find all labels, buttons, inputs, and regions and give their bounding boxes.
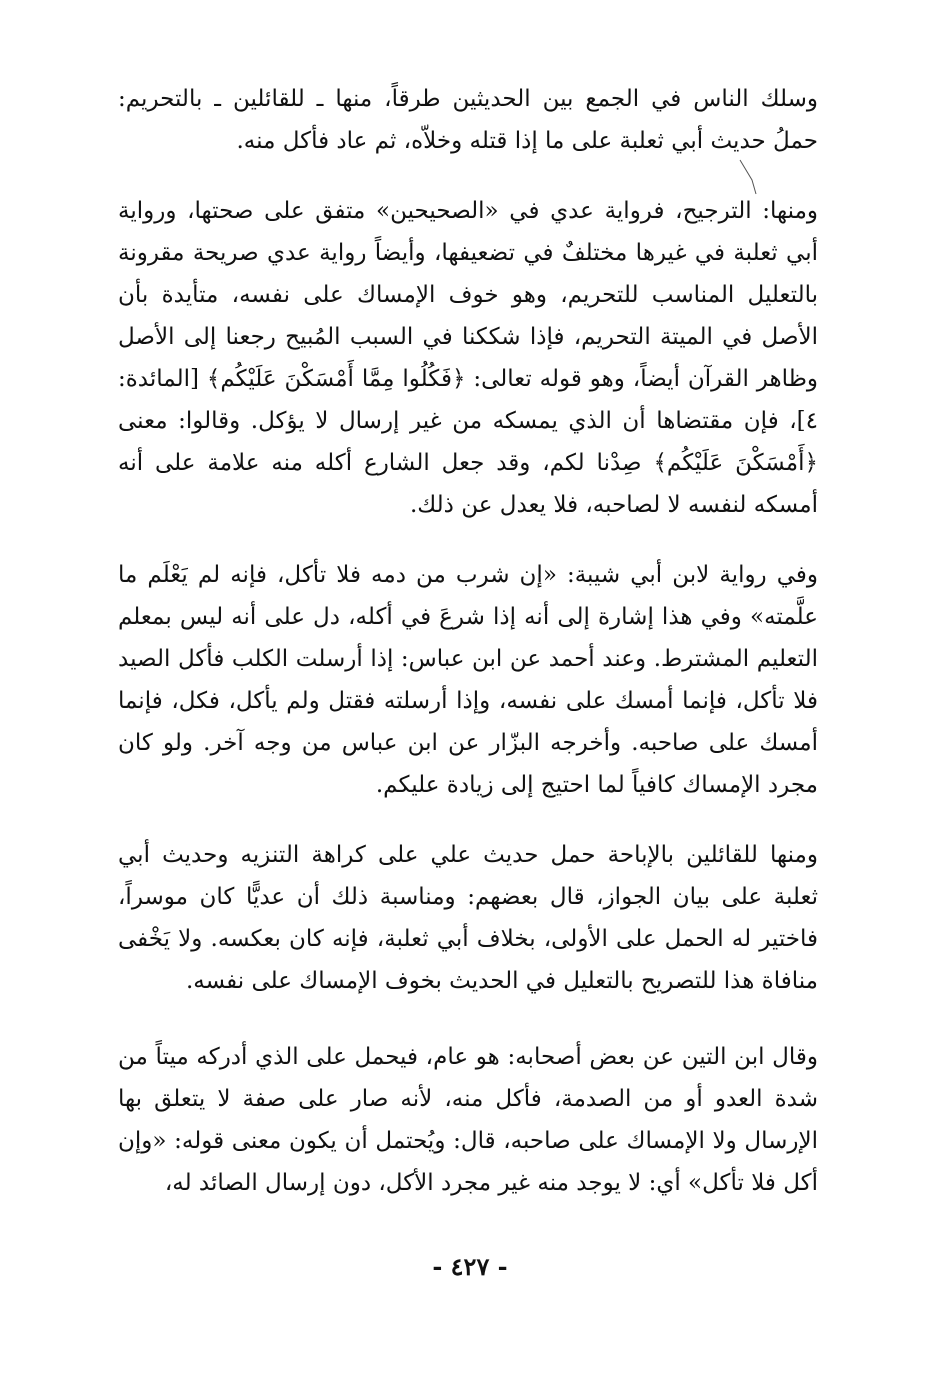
paragraph-4: ومنها للقائلين بالإباحة حمل حديث علي على كراهة التنزيه وحديث أبي ثعلبة على بيان الجواز، قال بعضهم: ومناسبة ذلك أن عديًّا كان موسراً، فاختير له الحمل على الأولى، بخلاف أبي ثعلبة، فإنه كان بعكسه. ولا يَخْفى منافاة هذا للتصريح بالتعليل في الحديث بخوف الإمساك على نفسه. [118, 842, 818, 994]
paragraph-2: ومنها: الترجيح، فرواية عدي في «الصحيحين» متفق على صحتها، ورواية أبي ثعلبة في غيرها مختلفٌ في تضعيفها، وأيضاً رواية عدي صريحة مقرونة بالتعليل المناسب للتحريم، وهو خوف الإمساك على نفسه، متأيدة بأن الأصل في الميتة التحريم، فإذا شككنا في السبب المُبيح رجعنا إلى الأصل وظاهر القرآن أيضاً، وهو قوله تعالى: ﴿فَكُلُوا مِمَّا أَمْسَكْنَ عَلَيْكُم﴾ [المائدة: ٤]، فإن مقتضاها أن الذي يمسكه من غير إرسال لا يؤكل. وقالوا: معنى ﴿أَمْسَكْنَ عَلَيْكُم﴾ صِدْنا لكم، وقد جعل الشارع أكله منه علامة على أنه أمسكه لنفسه لا لصاحبه، فلا يعدل عن ذلك. [118, 198, 818, 518]
body-text [118, 78, 818, 1204]
paragraph-5: وقال ابن التين عن بعض أصحابه: هو عام، فيحمل على الذي أدركه ميتاً من شدة العدو أو من الصدمة، فأكل منه، لأنه صار على صفة لا يتعلق بها الإرسال ولا الإمساك على صاحبه، قال: ويُحتمل أن يكون معنى قوله: «وإن أكل فلا تأكل» أي: لا يوجد منه غير مجرد الأكل، دون إرسال الصائد له، [118, 1044, 818, 1196]
paragraph-1: وسلك الناس في الجمع بين الحديثين طرقاً، منها ـ للقائلين ـ بالتحريم: حملُ حديث أبي ثعلبة على ما إذا قتله وخلاّه، ثم عاد فأكل منه. [118, 86, 818, 154]
paragraph-3: وفي رواية لابن أبي شيبة: «إن شرب من دمه فلا تأكل، فإنه لم يَعْلَم ما علَّمته» وفي هذا إشارة إلى أنه إذا شرعَ في أكله، دل على أنه ليس بمعلم التعليم المشترط. وعند أحمد عن ابن عباس: إذا أرسلت الكلب فأكل الصيد فلا تأكل، فإنما أمسك على نفسه، وإذا أرسلته فقتل ولم يأكل، فكل، فإنما أمسك على صاحبه. وأخرجه البزّار عن ابن عباس من وجه آخر. ولو كان مجرد الإمساك كافياً لما احتيج إلى زيادة عليكم. [118, 562, 818, 798]
page-number: - ٤٢٧ - [432, 1252, 508, 1281]
